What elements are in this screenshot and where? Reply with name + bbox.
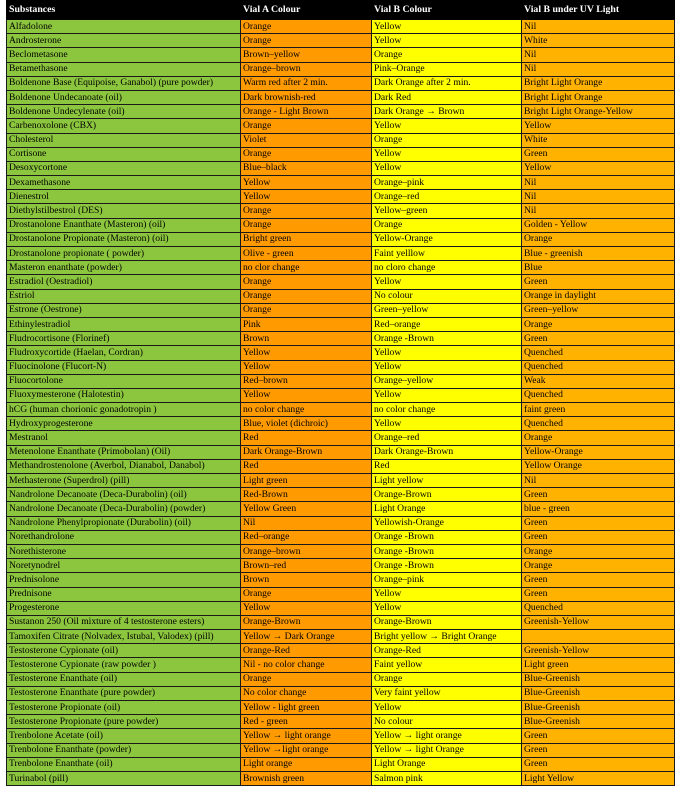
vial-a-colour-cell: Yellow → Dark Orange <box>241 630 372 644</box>
uv-light-cell: Orange <box>522 544 675 558</box>
vial-a-colour-cell: Red–brown <box>241 374 372 388</box>
vial-b-colour-cell: Salmon pink <box>372 771 522 785</box>
table-row <box>7 147 675 161</box>
vial-b-colour-cell: Orange -Brown <box>372 332 522 346</box>
header-row <box>7 1 675 20</box>
table-row <box>7 672 675 686</box>
substance-cell: Desoxycortone <box>7 161 241 175</box>
substance-cell: Fluocinolone (Flucort-N) <box>7 360 241 374</box>
uv-light-cell: Quenched <box>522 388 675 402</box>
vial-a-colour-cell: Brownish green <box>241 771 372 785</box>
table-row <box>7 431 675 445</box>
vial-b-colour-cell: Dark Red <box>372 90 522 104</box>
table-row <box>7 587 675 601</box>
table-row <box>7 388 675 402</box>
substance-cell: Estrone (Oestrone) <box>7 303 241 317</box>
header-vial-b-colour: Vial B Colour <box>372 1 522 20</box>
table-row <box>7 530 675 544</box>
vial-b-colour-cell: Dark Orange-Brown <box>372 445 522 459</box>
vial-a-colour-cell: Yellow - light green <box>241 701 372 715</box>
table-row <box>7 275 675 289</box>
uv-light-cell: Green <box>522 275 675 289</box>
uv-light-cell: Greenish-Yellow <box>522 644 675 658</box>
uv-light-cell: Yellow Orange <box>522 459 675 473</box>
vial-a-colour-cell: Orange <box>241 303 372 317</box>
vial-a-colour-cell: Brown <box>241 573 372 587</box>
vial-b-colour-cell: Red–orange <box>372 317 522 331</box>
table-row <box>7 630 675 644</box>
uv-light-cell: Green <box>522 573 675 587</box>
uv-light-cell: Golden - Yellow <box>522 218 675 232</box>
table-row <box>7 701 675 715</box>
table-row <box>7 615 675 629</box>
substance-cell: Sustanon 250 (Oil mixture of 4 testosterone esters) <box>7 615 241 629</box>
uv-light-cell: Nil <box>522 62 675 76</box>
uv-light-cell: Green <box>522 488 675 502</box>
substance-cell: Hydroxyprogesterone <box>7 417 241 431</box>
substance-cell: Drostanolone Enanthate (Masteron) (oil) <box>7 218 241 232</box>
substance-cell: Nandrolone Decanoate (Deca-Durabolin) (powder) <box>7 502 241 516</box>
substance-cell: Estriol <box>7 289 241 303</box>
substance-cell: Nandrolone Decanoate (Deca-Durabolin) (oil) <box>7 488 241 502</box>
vial-a-colour-cell: Orange <box>241 119 372 133</box>
vial-a-colour-cell: Yellow <box>241 190 372 204</box>
vial-b-colour-cell: Yellow <box>372 147 522 161</box>
uv-light-cell: Nil <box>522 176 675 190</box>
uv-light-cell: Light green <box>522 658 675 672</box>
vial-a-colour-cell: Orange <box>241 672 372 686</box>
vial-b-colour-cell: Yellow-Orange <box>372 232 522 246</box>
table-row <box>7 417 675 431</box>
substance-cell: Boldenone Undecylenate (oil) <box>7 105 241 119</box>
vial-a-colour-cell: Red-Brown <box>241 488 372 502</box>
reagent-color-table <box>6 0 675 786</box>
uv-light-cell: blue - green <box>522 502 675 516</box>
vial-b-colour-cell: No colour <box>372 715 522 729</box>
substance-cell: Androsterone <box>7 34 241 48</box>
vial-a-colour-cell: Orange <box>241 275 372 289</box>
uv-light-cell: Green <box>522 757 675 771</box>
table-row <box>7 459 675 473</box>
uv-light-cell: Orange in daylight <box>522 289 675 303</box>
substance-cell: Cortisone <box>7 147 241 161</box>
vial-a-colour-cell: Yellow → light orange <box>241 729 372 743</box>
vial-a-colour-cell: Red - green <box>241 715 372 729</box>
substance-cell: Fluocortolone <box>7 374 241 388</box>
substance-cell: hCG (human chorionic gonadotropin ) <box>7 403 241 417</box>
table-row <box>7 601 675 615</box>
uv-light-cell: Nil <box>522 20 675 34</box>
vial-a-colour-cell: Orange <box>241 147 372 161</box>
vial-a-colour-cell: Yellow <box>241 360 372 374</box>
uv-light-cell: Quenched <box>522 346 675 360</box>
vial-a-colour-cell: Violet <box>241 133 372 147</box>
substance-cell: Trenbolone Enanthate (oil) <box>7 757 241 771</box>
vial-b-colour-cell: Yellow <box>372 601 522 615</box>
vial-b-colour-cell: Light Orange <box>372 757 522 771</box>
vial-a-colour-cell: Warm red after 2 min. <box>241 76 372 90</box>
substance-cell: Ethinylestradiol <box>7 317 241 331</box>
vial-b-colour-cell: Orange–pink <box>372 573 522 587</box>
substance-cell: Tamoxifen Citrate (Nolvadex, Istubal, Valodex) (pill) <box>7 630 241 644</box>
vial-b-colour-cell: Yellow <box>372 20 522 34</box>
substance-cell: Progesterone <box>7 601 241 615</box>
substance-cell: Fludrocortisone (Florinef) <box>7 332 241 346</box>
table-row <box>7 729 675 743</box>
table-row <box>7 403 675 417</box>
substance-cell: Prednisolone <box>7 573 241 587</box>
substance-cell: Prednisone <box>7 587 241 601</box>
vial-a-colour-cell: Orange–brown <box>241 544 372 558</box>
uv-light-cell: Blue-Greenish <box>522 701 675 715</box>
vial-a-colour-cell: Red <box>241 431 372 445</box>
table-row <box>7 303 675 317</box>
vial-a-colour-cell: Orange <box>241 204 372 218</box>
vial-a-colour-cell: Bright green <box>241 232 372 246</box>
vial-a-colour-cell: Yellow <box>241 601 372 615</box>
substance-cell: Testosterone Enanthate (oil) <box>7 672 241 686</box>
vial-a-colour-cell: Orange <box>241 289 372 303</box>
vial-b-colour-cell: Orange <box>372 133 522 147</box>
vial-a-colour-cell: No color change <box>241 686 372 700</box>
vial-b-colour-cell: Orange–red <box>372 190 522 204</box>
substance-cell: Drostanolone propionate ( powder) <box>7 247 241 261</box>
table-row <box>7 161 675 175</box>
substance-cell: Drostanolone Propionate (Masteron) (oil) <box>7 232 241 246</box>
uv-light-cell: Nil <box>522 190 675 204</box>
vial-b-colour-cell: Very faint yellow <box>372 686 522 700</box>
vial-b-colour-cell: Dark Orange → Brown <box>372 105 522 119</box>
vial-a-colour-cell: Orange-Red <box>241 644 372 658</box>
vial-a-colour-cell: Brown–yellow <box>241 48 372 62</box>
vial-a-colour-cell: no clor change <box>241 261 372 275</box>
vial-a-colour-cell: Yellow <box>241 388 372 402</box>
uv-light-cell: Orange <box>522 317 675 331</box>
vial-a-colour-cell: Blue–black <box>241 161 372 175</box>
vial-b-colour-cell: Orange -Brown <box>372 530 522 544</box>
vial-b-colour-cell: No colour <box>372 289 522 303</box>
vial-b-colour-cell: Yellow → light orange <box>372 729 522 743</box>
uv-light-cell: Orange <box>522 232 675 246</box>
table-row <box>7 261 675 275</box>
vial-a-colour-cell: Orange - Light Brown <box>241 105 372 119</box>
substance-cell: Boldenone Undecanoate (oil) <box>7 90 241 104</box>
vial-b-colour-cell: Green–yellow <box>372 303 522 317</box>
table-row <box>7 686 675 700</box>
vial-b-colour-cell: Orange–pink <box>372 176 522 190</box>
vial-b-colour-cell: Bright yellow → Bright Orange <box>372 630 522 644</box>
table-row <box>7 374 675 388</box>
vial-b-colour-cell: Yellow–green <box>372 204 522 218</box>
uv-light-cell: White <box>522 34 675 48</box>
uv-light-cell: Orange <box>522 559 675 573</box>
table-row <box>7 204 675 218</box>
header-substances: Substances <box>7 1 241 20</box>
uv-light-cell: Orange <box>522 431 675 445</box>
table-row <box>7 488 675 502</box>
header-vial-b-uv-light: Vial B under UV Light <box>522 1 675 20</box>
uv-light-cell: Quenched <box>522 417 675 431</box>
table-row <box>7 133 675 147</box>
substance-cell: Testosterone Enanthate (pure powder) <box>7 686 241 700</box>
uv-light-cell: Yellow-Orange <box>522 445 675 459</box>
table-row <box>7 105 675 119</box>
vial-b-colour-cell: Orange–yellow <box>372 374 522 388</box>
vial-a-colour-cell: Blue, violet (dichroic) <box>241 417 372 431</box>
vial-a-colour-cell: Olive - green <box>241 247 372 261</box>
vial-b-colour-cell: Yellow <box>372 346 522 360</box>
substance-cell: Testosterone Propionate (oil) <box>7 701 241 715</box>
substance-cell: Trenbolone Acetate (oil) <box>7 729 241 743</box>
vial-b-colour-cell: Yellow → light Orange <box>372 743 522 757</box>
vial-a-colour-cell: Brown–red <box>241 559 372 573</box>
table-row <box>7 360 675 374</box>
substance-cell: Alfadolone <box>7 20 241 34</box>
uv-light-cell: Green <box>522 516 675 530</box>
vial-a-colour-cell: Yellow <box>241 346 372 360</box>
vial-b-colour-cell: Orange-Red <box>372 644 522 658</box>
vial-a-colour-cell: Orange-Brown <box>241 615 372 629</box>
table-row <box>7 232 675 246</box>
substance-cell: Dienestrol <box>7 190 241 204</box>
vial-b-colour-cell: Orange-Brown <box>372 488 522 502</box>
vial-a-colour-cell: Yellow →light orange <box>241 743 372 757</box>
table-row <box>7 757 675 771</box>
table-row <box>7 445 675 459</box>
table-row <box>7 658 675 672</box>
table-body <box>7 20 675 786</box>
vial-a-colour-cell: Brown <box>241 332 372 346</box>
uv-light-cell: Blue - greenish <box>522 247 675 261</box>
vial-b-colour-cell: Faint yellow <box>372 658 522 672</box>
substance-cell: Fluoxymesterone (Halotestin) <box>7 388 241 402</box>
uv-light-cell: Bright Light Orange <box>522 76 675 90</box>
table-row <box>7 34 675 48</box>
vial-a-colour-cell: Orange <box>241 34 372 48</box>
vial-a-colour-cell: no color change <box>241 403 372 417</box>
substance-cell: Trenbolone Enanthate (powder) <box>7 743 241 757</box>
uv-light-cell: Nil <box>522 474 675 488</box>
vial-b-colour-cell: Pink–Orange <box>372 62 522 76</box>
substance-cell: Estradiol (Oestradiol) <box>7 275 241 289</box>
uv-light-cell: Green <box>522 147 675 161</box>
substance-cell: Cholesterol <box>7 133 241 147</box>
uv-light-cell: Bright Light Orange <box>522 90 675 104</box>
vial-b-colour-cell: Yellow <box>372 701 522 715</box>
vial-b-colour-cell: no color change <box>372 403 522 417</box>
vial-b-colour-cell: Orange -Brown <box>372 544 522 558</box>
substance-cell: Metenolone Enanthate (Primobolan) (Oil) <box>7 445 241 459</box>
vial-b-colour-cell: Orange–red <box>372 431 522 445</box>
uv-light-cell: Yellow <box>522 161 675 175</box>
vial-a-colour-cell: Nil <box>241 516 372 530</box>
substance-cell: Norethandrolone <box>7 530 241 544</box>
table-row <box>7 771 675 785</box>
vial-a-colour-cell: Red <box>241 459 372 473</box>
vial-b-colour-cell: Yellow <box>372 417 522 431</box>
vial-b-colour-cell: Yellow <box>372 275 522 289</box>
table-row <box>7 715 675 729</box>
vial-b-colour-cell: Red <box>372 459 522 473</box>
uv-light-cell: Blue-Greenish <box>522 686 675 700</box>
header-vial-a-colour: Vial A Colour <box>241 1 372 20</box>
substance-cell: Masteron enanthate (powder) <box>7 261 241 275</box>
vial-a-colour-cell: Yellow Green <box>241 502 372 516</box>
vial-a-colour-cell: Light orange <box>241 757 372 771</box>
substance-cell: Turinabol (pill) <box>7 771 241 785</box>
uv-light-cell: Green <box>522 743 675 757</box>
substance-cell: Boldenone Base (Equipoise, Ganabol) (pure powder) <box>7 76 241 90</box>
vial-a-colour-cell: Red–orange <box>241 530 372 544</box>
vial-a-colour-cell: Dark brownish-red <box>241 90 372 104</box>
table-row <box>7 743 675 757</box>
vial-b-colour-cell: Faint yelllow <box>372 247 522 261</box>
uv-light-cell: Nil <box>522 48 675 62</box>
uv-light-cell: White <box>522 133 675 147</box>
uv-light-cell: Blue <box>522 261 675 275</box>
substance-cell: Diethylstilbestrol (DES) <box>7 204 241 218</box>
table-row <box>7 346 675 360</box>
table-row <box>7 332 675 346</box>
vial-b-colour-cell: Yellow <box>372 360 522 374</box>
vial-a-colour-cell: Orange–brown <box>241 62 372 76</box>
table-row <box>7 317 675 331</box>
vial-b-colour-cell: Orange <box>372 48 522 62</box>
vial-a-colour-cell: Light green <box>241 474 372 488</box>
table-row <box>7 20 675 34</box>
vial-b-colour-cell: Yellow <box>372 587 522 601</box>
substance-cell: Nandrolone Phenylpropionate (Durabolin) (oil) <box>7 516 241 530</box>
uv-light-cell: Yellow <box>522 119 675 133</box>
uv-light-cell: Bright Light Orange-Yellow <box>522 105 675 119</box>
vial-b-colour-cell: Yellow <box>372 161 522 175</box>
substance-cell: Fludroxycortide (Haelan, Cordran) <box>7 346 241 360</box>
table-row <box>7 474 675 488</box>
vial-b-colour-cell: Orange <box>372 672 522 686</box>
vial-b-colour-cell: Yellowish-Orange <box>372 516 522 530</box>
vial-b-colour-cell: Orange -Brown <box>372 559 522 573</box>
vial-a-colour-cell: Dark Orange-Brown <box>241 445 372 459</box>
uv-light-cell: Greenish-Yellow <box>522 615 675 629</box>
uv-light-cell: Nil <box>522 204 675 218</box>
substance-cell: Noretynodrel <box>7 559 241 573</box>
substance-cell: Norethisterone <box>7 544 241 558</box>
vial-b-colour-cell: Dark Orange after 2 min. <box>372 76 522 90</box>
uv-light-cell: Quenched <box>522 360 675 374</box>
vial-a-colour-cell: Pink <box>241 317 372 331</box>
table-row <box>7 176 675 190</box>
uv-light-cell <box>522 630 675 644</box>
table-row <box>7 644 675 658</box>
uv-light-cell: Blue-Greenish <box>522 715 675 729</box>
vial-b-colour-cell: Orange <box>372 218 522 232</box>
vial-a-colour-cell: Orange <box>241 218 372 232</box>
vial-b-colour-cell: Orange-Brown <box>372 615 522 629</box>
vial-a-colour-cell: Orange <box>241 20 372 34</box>
uv-light-cell: Green–yellow <box>522 303 675 317</box>
table-row <box>7 190 675 204</box>
table-row <box>7 502 675 516</box>
table-row <box>7 119 675 133</box>
uv-light-cell: Light Yellow <box>522 771 675 785</box>
vial-b-colour-cell: no cloro change <box>372 261 522 275</box>
table-row <box>7 48 675 62</box>
table-row <box>7 90 675 104</box>
table-row <box>7 516 675 530</box>
substance-cell: Dexamethasone <box>7 176 241 190</box>
uv-light-cell: Weak <box>522 374 675 388</box>
table-row <box>7 218 675 232</box>
uv-light-cell: Green <box>522 530 675 544</box>
table-row <box>7 573 675 587</box>
table-row <box>7 247 675 261</box>
substance-cell: Betamethasone <box>7 62 241 76</box>
uv-light-cell: Green <box>522 332 675 346</box>
substance-cell: Carbenoxolone (CBX) <box>7 119 241 133</box>
substance-cell: Testosterone Propionate (pure powder) <box>7 715 241 729</box>
uv-light-cell: Blue-Greenish <box>522 672 675 686</box>
uv-light-cell: Green <box>522 587 675 601</box>
reagent-color-table-container <box>6 0 674 786</box>
table-row <box>7 62 675 76</box>
vial-b-colour-cell: Yellow <box>372 388 522 402</box>
vial-b-colour-cell: Yellow <box>372 119 522 133</box>
table-row <box>7 544 675 558</box>
substance-cell: Beclometasone <box>7 48 241 62</box>
uv-light-cell: Quenched <box>522 601 675 615</box>
substance-cell: Methasterone (Superdrol) (pill) <box>7 474 241 488</box>
table-row <box>7 76 675 90</box>
vial-b-colour-cell: Light yellow <box>372 474 522 488</box>
vial-a-colour-cell: Nil - no color change <box>241 658 372 672</box>
substance-cell: Mestranol <box>7 431 241 445</box>
substance-cell: Testosterone Cypionate (raw powder ) <box>7 658 241 672</box>
table-row <box>7 559 675 573</box>
table-row <box>7 289 675 303</box>
uv-light-cell: faint green <box>522 403 675 417</box>
vial-b-colour-cell: Light Orange <box>372 502 522 516</box>
substance-cell: Methandrostenolone (Averbol, Dianabol, Danabol) <box>7 459 241 473</box>
vial-a-colour-cell: Yellow <box>241 176 372 190</box>
vial-b-colour-cell: Yellow <box>372 34 522 48</box>
substance-cell: Testosterone Cypionate (oil) <box>7 644 241 658</box>
vial-a-colour-cell: Orange <box>241 587 372 601</box>
table-header <box>7 1 675 20</box>
uv-light-cell: Green <box>522 729 675 743</box>
